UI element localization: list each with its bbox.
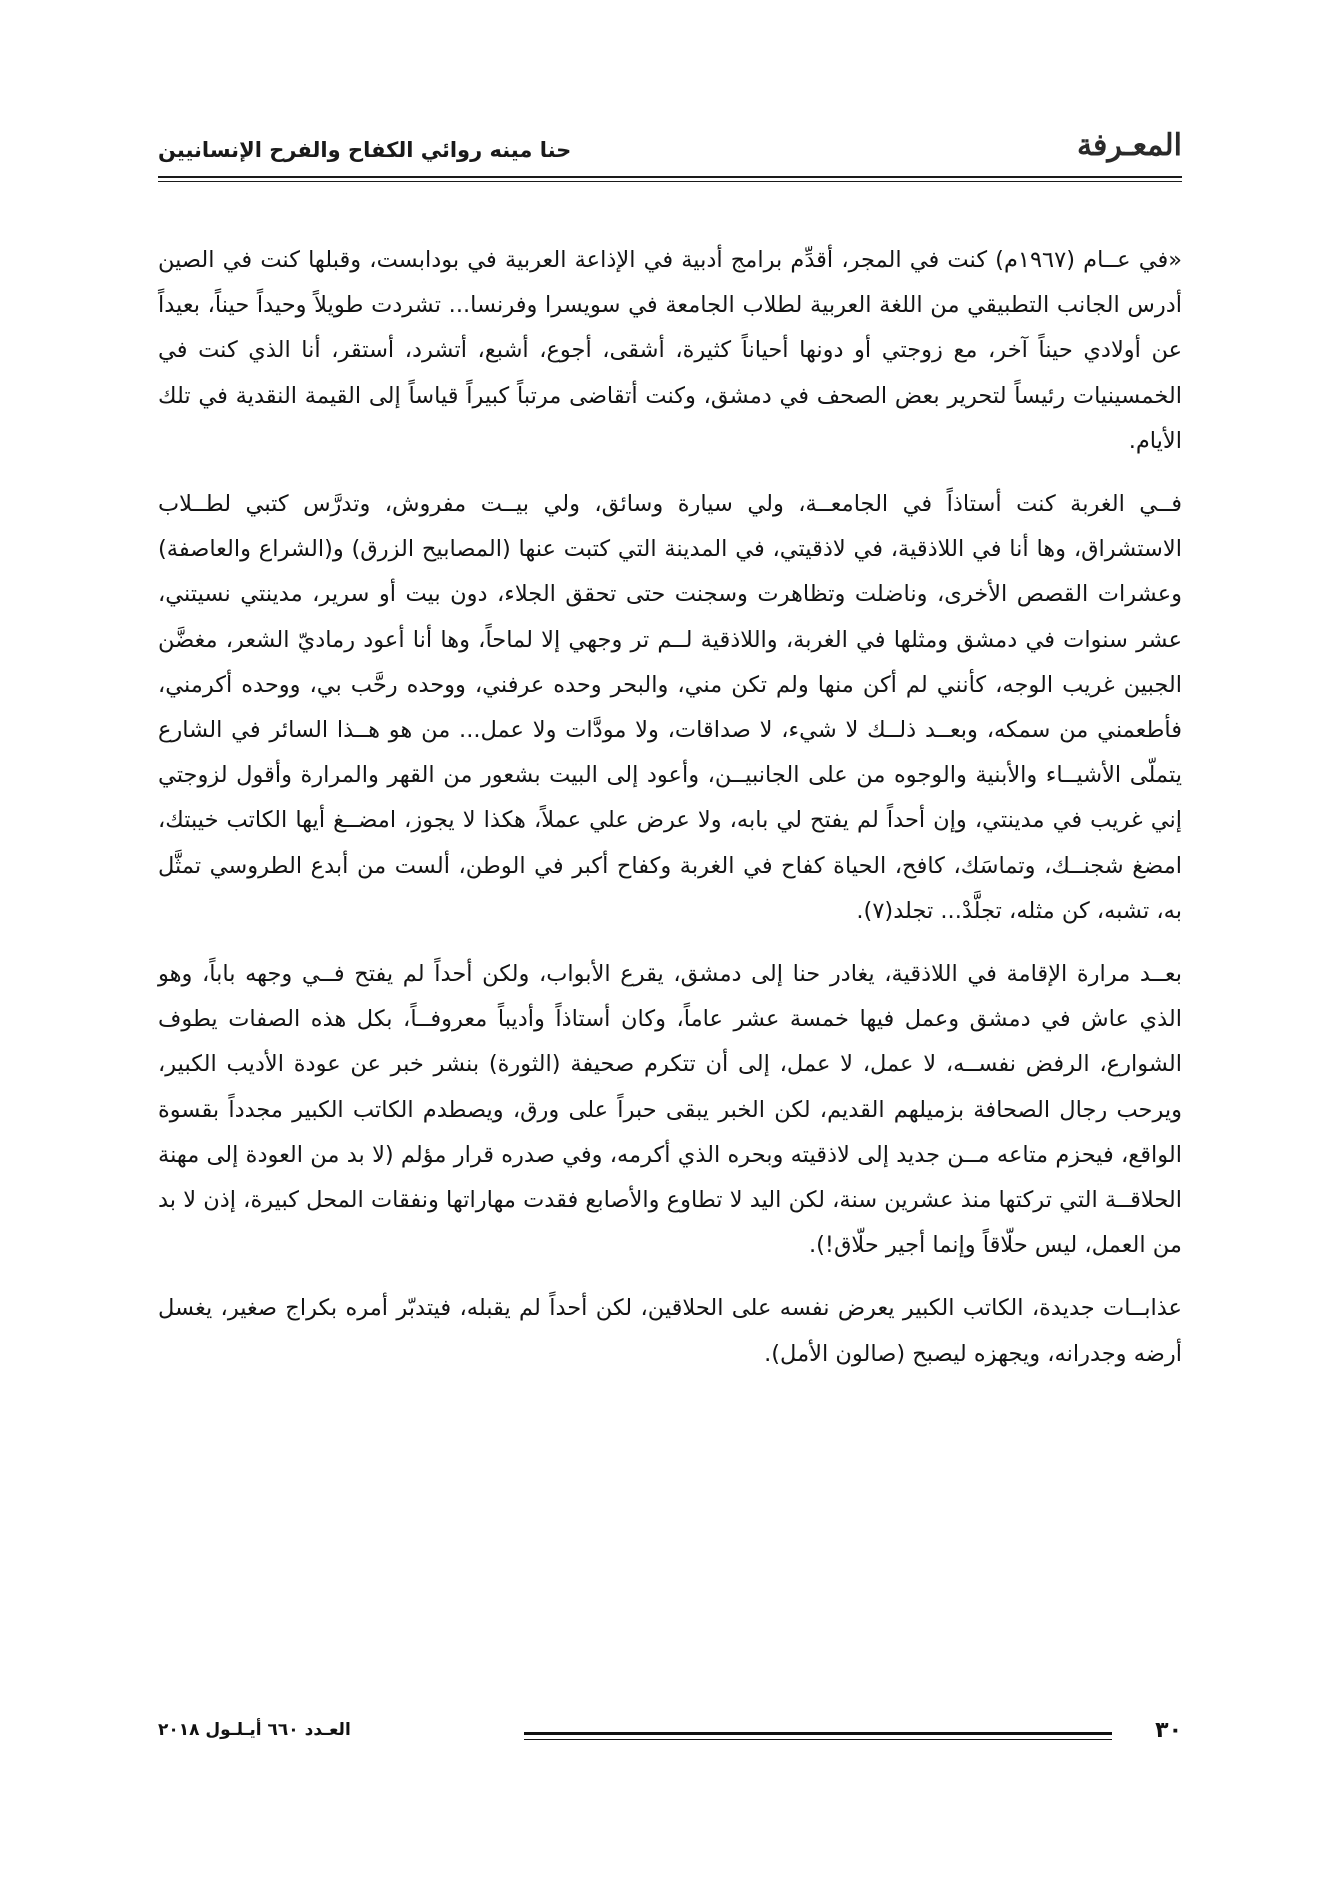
paragraph-3: بعــد مرارة الإقامة في اللاذقية، يغادر حنا إلى دمشق، يقرع الأبواب، ولكن أحداً لم يفتح فــي وجهه باباً، وهو الذي عاش في دمشق وعمل فيها خمسة عشر عاماً، وكان أستاذاً وأديباً معروفــاً، بكل هذه الصفات يطوف الشوارع، الرفض نفســه، لا عمل، لا عمل، إلى أن تتكرم صحيفة (الثورة) بنشر خبر عن عودة الأديب الكبير، ويرحب رجال الصحافة بزميلهم القديم، لكن الخبر يبقى حبراً على ورق، ويصطدم الكاتب الكبير مجدداً بقسوة الواقع، فيحزم متاعه مــن جديد إلى لاذقيته وبحره الذي أكرمه، وفي صدره قرار مؤلم (لا بد من العودة إلى مهنة الحلاقــة التي تركتها منذ عشرين سنة، لكن اليد لا تطاوع والأصابع فقدت مهاراتها ونفقات المحل كبيرة، إذن لا بد من العمل، ليس حلّاقاً وإنما أجير حلّاق!). bbox=[158, 961, 1182, 1259]
paragraph-4: عذابــات جديدة، الكاتب الكبير يعرض نفسه على الحلاقين، لكن أحداً لم يقبله، فيتدبّر أمره بكراج صغير، يغسل أرضه وجدرانه، ويجهزه ليصبح (صالون الأمل). bbox=[158, 1295, 1182, 1367]
header-divider-thin bbox=[158, 181, 1182, 182]
article-body bbox=[158, 238, 1182, 1395]
page-footer bbox=[158, 1718, 1182, 1754]
header-divider bbox=[158, 176, 1182, 178]
footer-divider bbox=[524, 1732, 1112, 1735]
issue-info: العـدد ٦٦٠ أيـلـول ٢٠١٨ bbox=[158, 1720, 351, 1740]
page-number: ٣٠ bbox=[1155, 1718, 1182, 1743]
running-article-title: حنا مينه روائي الكفاح والفرح الإنسانيين bbox=[158, 138, 572, 162]
footer-divider-thin bbox=[524, 1739, 1112, 1740]
paragraph-1: «في عــام (١٩٦٧م) كنت في المجر، أقدِّم برامج أدبية في الإذاعة العربية في بودابست، وقبلها كنت في الصين أدرس الجانب التطبيقي من اللغة العربية لطلاب الجامعة في سويسرا وفرنسا... تشردت طويلاً وحيداً حيناً، بعيداً عن أولادي حيناً آخر، مع زوجتي أو دونها أحياناً كثيرة، أشقى، أجوع، أشبع، أتشرد، أستقر، أنا الذي كنت في الخمسينيات رئيساً لتحرير بعض الصحف في دمشق، وكنت أتقاضى مرتباً كبيراً قياساً إلى القيمة النقدية في تلك الأيام. bbox=[158, 247, 1182, 454]
paragraph-2: فــي الغربة كنت أستاذاً في الجامعــة، ولي سيارة وسائق، ولي بيــت مفروش، وتدرَّس كتبي لطــلاب الاستشراق، وها أنا في اللاذقية، في لاذقيتي، في المدينة التي كتبت عنها (المصابيح الزرق) و(الشراع والعاصفة) وعشرات القصص الأخرى، وناضلت وتظاهرت وسجنت حتى تحقق الجلاء، دون بيت أو سرير، مدينتي نسيتني، عشر سنوات في دمشق ومثلها في الغربة، واللاذقية لــم تر وجهي إلا لماحاً، وها أنا أعود رماديّ الشعر، مغضَّن الجبين غريب الوجه، كأنني لم أكن منها ولم تكن مني، والبحر وحده عرفني، ووحده رحَّب بي، ووحده أكرمني، فأطعمني من سمكه، وبعــد ذلــك لا شيء، لا صداقات، ولا مودَّات ولا عمل... من هو هــذا السائر في الشارع يتملّى الأشيــاء والأبنية والوجوه من على الجانبيــن، وأعود إلى البيت بشعور من القهر والمرارة وأقول لزوجتي إني غريب في مدينتي، وإن أحداً لم يفتح لي بابه، ولا عرض علي عملاً، هكذا لا يجوز، امضــغ أيها الكاتب خيبتك، امضغ شجنــك، وتماسَك، كافح، الحياة كفاح في الغربة وكفاح أكبر في الوطن، ألست من أبدع الطروسي تمثَّل به، تشبه، كن مثله، تجلَّدْ... تجلد(٧). bbox=[158, 491, 1182, 924]
page-header bbox=[158, 128, 1182, 176]
journal-logo: المعـرفة bbox=[1076, 128, 1182, 163]
